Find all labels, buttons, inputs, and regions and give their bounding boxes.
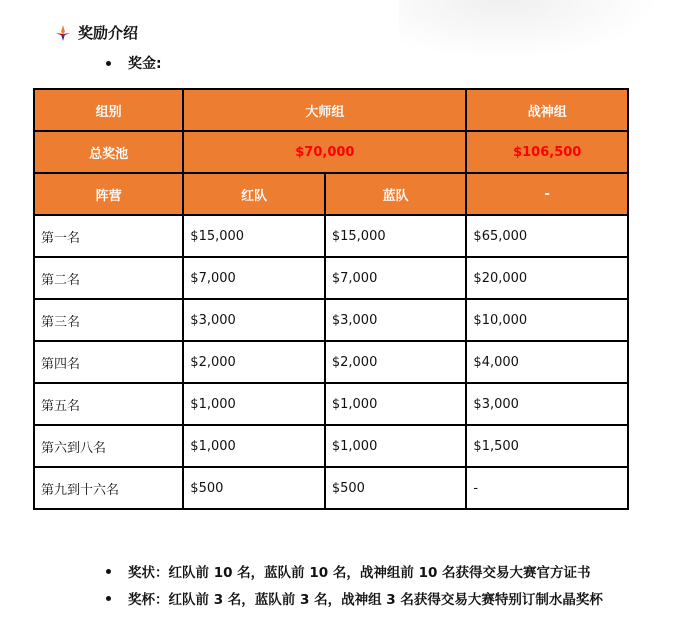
table-row [34, 425, 628, 467]
bullet-dot [106, 61, 111, 66]
team-row [34, 173, 628, 215]
pool-label-cell: 总奖池 [34, 131, 183, 173]
god-team-cell: - [466, 173, 628, 215]
red-prize-cell: $7,000 [183, 257, 325, 299]
certificate-note-text: 奖状：红队前 10 名，蓝队前 10 名，战神组前 10 名获得交易大赛官方证书 [128, 565, 591, 581]
trophy-note-text: 奖杯：红队前 3 名，蓝队前 3 名，战神组 3 名获得交易大赛特别订制水晶奖杯 [128, 592, 603, 608]
table-row [34, 215, 628, 257]
god-group-cell: 战神组 [466, 89, 628, 131]
god-prize-cell: $10,000 [466, 299, 628, 341]
red-prize-cell: $3,000 [183, 299, 325, 341]
red-prize-cell: $1,000 [183, 425, 325, 467]
group-label-cell: 组别 [34, 89, 183, 131]
section-heading [56, 22, 138, 43]
certificate-note [106, 563, 603, 579]
blue-prize-cell: $1,000 [325, 425, 467, 467]
award-notes [106, 563, 603, 617]
blue-prize-cell: $3,000 [325, 299, 467, 341]
rank-cell: 第一名 [34, 215, 183, 257]
section-title: 奖励介绍 [78, 24, 139, 42]
god-prize-cell: $20,000 [466, 257, 628, 299]
table-row [34, 257, 628, 299]
red-team-cell: 红队 [183, 173, 325, 215]
god-prize-cell: $65,000 [466, 215, 628, 257]
table-row [34, 467, 628, 509]
god-pool-cell: $106,500 [466, 131, 628, 173]
blue-prize-cell: $500 [325, 467, 467, 509]
group-header-row [34, 89, 628, 131]
rank-cell: 第二名 [34, 257, 183, 299]
bonus-label: 奖金: [128, 56, 162, 72]
master-group-cell: 大师组 [183, 89, 466, 131]
rank-cell: 第四名 [34, 341, 183, 383]
rank-cell: 第六到八名 [34, 425, 183, 467]
prize-pool-row [34, 131, 628, 173]
prize-table [33, 88, 629, 510]
blue-prize-cell: $2,000 [325, 341, 467, 383]
trophy-note [106, 590, 603, 606]
table-row [34, 299, 628, 341]
rank-cell: 第九到十六名 [34, 467, 183, 509]
diamond-bullet-icon [56, 25, 70, 41]
god-prize-cell: $1,500 [466, 425, 628, 467]
table-row [34, 383, 628, 425]
god-prize-cell: $3,000 [466, 383, 628, 425]
blue-prize-cell: $15,000 [325, 215, 467, 257]
red-prize-cell: $1,000 [183, 383, 325, 425]
master-pool-cell: $70,000 [183, 131, 466, 173]
red-prize-cell: $500 [183, 467, 325, 509]
bullet-dot [106, 596, 111, 601]
god-prize-cell: - [466, 467, 628, 509]
team-label-cell: 阵营 [34, 173, 183, 215]
red-prize-cell: $2,000 [183, 341, 325, 383]
god-prize-cell: $4,000 [466, 341, 628, 383]
blue-prize-cell: $7,000 [325, 257, 467, 299]
bonus-bullet [106, 53, 162, 73]
blue-prize-cell: $1,000 [325, 383, 467, 425]
bullet-dot [106, 569, 111, 574]
red-prize-cell: $15,000 [183, 215, 325, 257]
table-row [34, 341, 628, 383]
blue-team-cell: 蓝队 [325, 173, 467, 215]
rank-cell: 第五名 [34, 383, 183, 425]
rank-cell: 第三名 [34, 299, 183, 341]
background-watermark [399, 0, 659, 60]
